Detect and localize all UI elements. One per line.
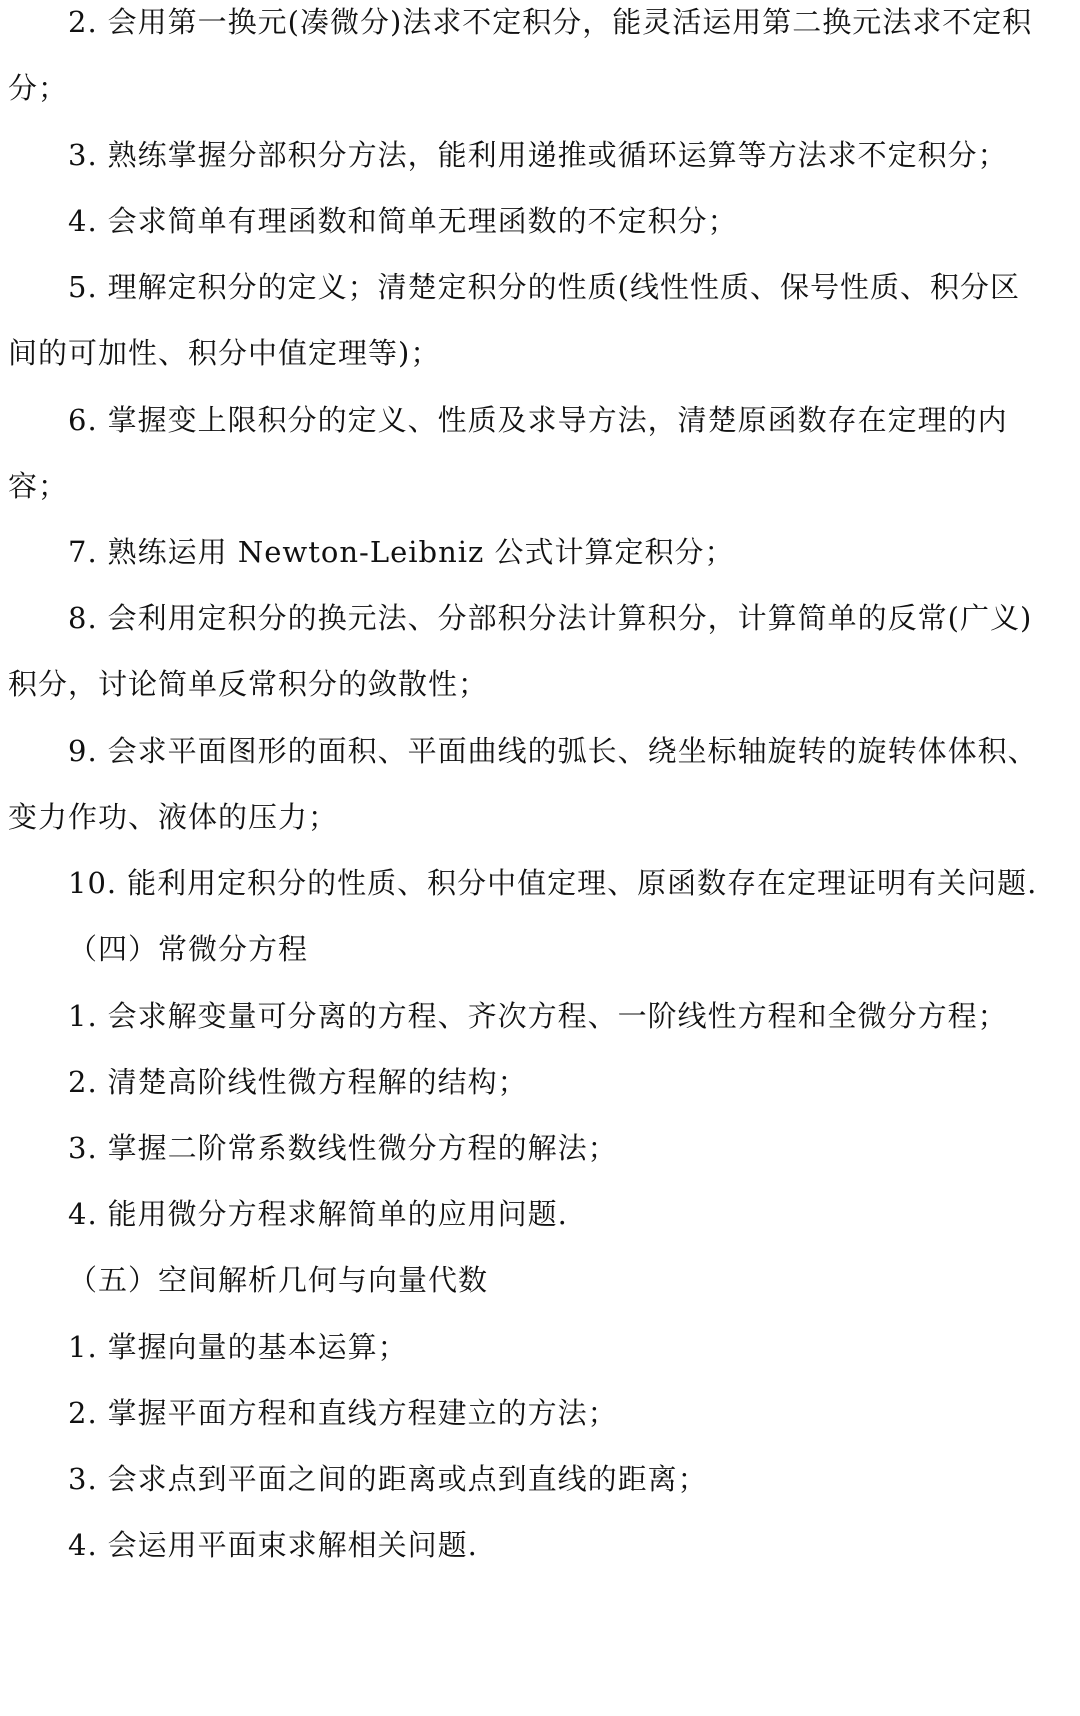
item-text: 熟练运用 Newton-Leibniz 公式计算定积分； <box>107 535 735 569</box>
item-text: 掌握平面方程和直线方程建立的方法； <box>107 1396 618 1430</box>
item-text: 会求点到平面之间的距离或点到直线的距离； <box>107 1462 708 1496</box>
list-item <box>0 1046 1080 1118</box>
item-number: 2. <box>68 1065 98 1099</box>
item-text: 清楚高阶线性微方程解的结构； <box>107 1065 528 1099</box>
list-item <box>0 980 1080 1052</box>
item-text: 变力作功、液体的压力； <box>8 800 339 834</box>
section-heading-text: （五）空间解析几何与向量代数 <box>68 1263 489 1297</box>
item-text: 熟练掌握分部积分方法，能利用递推或循环运算等方法求不定积分； <box>107 138 1008 172</box>
item-text: 容； <box>8 469 69 503</box>
section-heading <box>0 1244 1080 1316</box>
item-number: 2. <box>68 1396 98 1430</box>
item-number: 7. <box>68 535 98 569</box>
item-text: 掌握变上限积分的定义、性质及求导方法，清楚原函数存在定理的内 <box>107 403 1008 437</box>
item-text: 会求解变量可分离的方程、齐次方程、一阶线性方程和全微分方程； <box>107 999 1008 1033</box>
item-text: 能用微分方程求解简单的应用问题. <box>107 1197 568 1231</box>
item-number: 6. <box>68 403 98 437</box>
item-text: 分； <box>8 71 69 105</box>
list-item <box>0 0 1080 58</box>
item-number: 3. <box>68 138 98 172</box>
item-number: 10. <box>68 866 118 900</box>
list-item <box>0 715 1080 787</box>
item-number: 1. <box>68 1330 98 1364</box>
item-number: 3. <box>68 1131 98 1165</box>
item-text: 掌握二阶常系数线性微分方程的解法； <box>107 1131 618 1165</box>
section-heading-text: （四）常微分方程 <box>68 932 309 966</box>
item-text: 间的可加性、积分中值定理等)； <box>8 336 441 370</box>
item-number: 5. <box>68 270 98 304</box>
item-number: 1. <box>68 999 98 1033</box>
list-item <box>0 119 1080 191</box>
list-item <box>0 1112 1080 1184</box>
list-item <box>0 185 1080 257</box>
item-text: 会运用平面束求解相关问题. <box>107 1528 478 1562</box>
item-text: 会求平面图形的面积、平面曲线的弧长、绕坐标轴旋转的旋转体体积、 <box>107 734 1038 768</box>
list-item <box>0 384 1080 456</box>
list-item-continuation <box>0 52 1080 124</box>
item-text: 会用第一换元(凑微分)法求不定积分，能灵活运用第二换元法求不定积 <box>107 5 1033 39</box>
list-item-continuation <box>0 450 1080 522</box>
item-text: 能利用定积分的性质、积分中值定理、原函数存在定理证明有关问题. <box>127 866 1038 900</box>
item-number: 8. <box>68 601 98 635</box>
list-item <box>0 1509 1080 1581</box>
section-heading <box>0 913 1080 985</box>
list-item <box>0 251 1080 323</box>
item-number: 9. <box>68 734 98 768</box>
list-item <box>0 582 1080 654</box>
list-item <box>0 1377 1080 1449</box>
item-number: 3. <box>68 1462 98 1496</box>
list-item-continuation <box>0 781 1080 853</box>
list-item-continuation <box>0 317 1080 389</box>
list-item <box>0 1311 1080 1383</box>
item-text: 会利用定积分的换元法、分部积分法计算积分，计算简单的反常(广义) <box>107 601 1033 635</box>
item-text: 积分，讨论简单反常积分的敛散性； <box>8 667 489 701</box>
list-item <box>0 516 1080 588</box>
item-number: 4. <box>68 1528 98 1562</box>
item-text: 理解定积分的定义；清楚定积分的性质(线性性质、保号性质、积分区 <box>107 270 1020 304</box>
item-number: 4. <box>68 1197 98 1231</box>
list-item <box>0 1443 1080 1515</box>
item-number: 4. <box>68 204 98 238</box>
list-item <box>0 1178 1080 1250</box>
item-number: 2. <box>68 5 98 39</box>
list-item <box>0 847 1080 919</box>
list-item-continuation <box>0 648 1080 720</box>
item-text: 掌握向量的基本运算； <box>107 1330 408 1364</box>
item-text: 会求简单有理函数和简单无理函数的不定积分； <box>107 204 738 238</box>
